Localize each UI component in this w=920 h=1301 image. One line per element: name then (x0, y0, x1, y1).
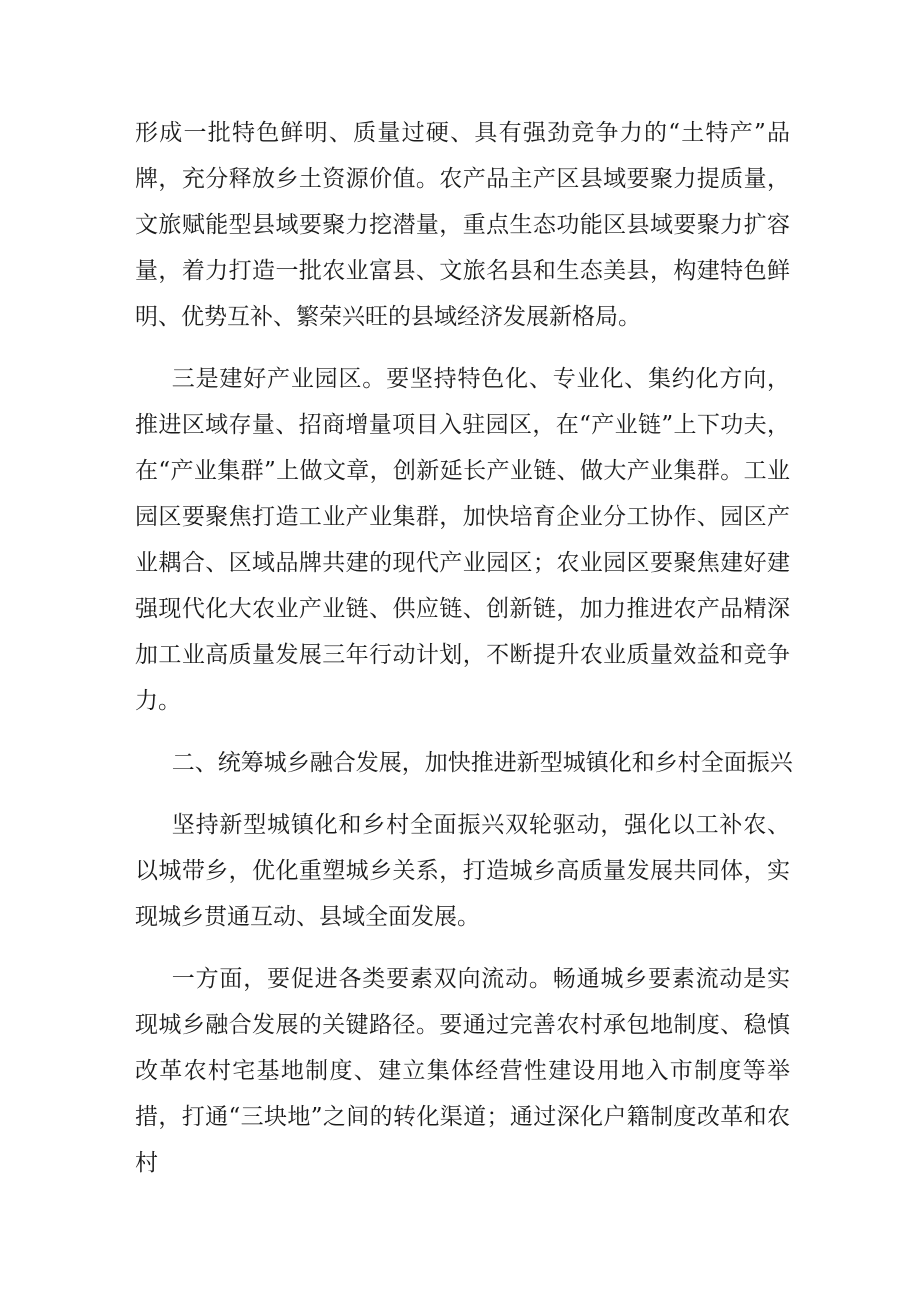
paragraph-dual-drive: 坚持新型城镇化和乡村全面振兴双轮驱动，强化以工补农、以城带乡，优化重塑城乡关系，打造城乡高质量发展共同体，实现城乡贯通互动、县域全面发展。 (135, 812, 790, 930)
paragraph-continuation: 形成一批特色鲜明、质量过硬、具有强劲竞争力的“土特产”品牌，充分释放乡土资源价值。农产品主产区县域要聚力提质量，文旅赋能型县域要聚力挖潜量，重点生态功能区县域要聚力扩容量，着力打造一批农业富县、文旅名县和生态美县，构建特色鲜明、优势互补、繁荣兴旺的县域经济发展新格局。 (135, 120, 790, 330)
section-heading-urban-rural: 二、统筹城乡融合发展，加快推进新型城镇化和乡村全面振兴 (171, 750, 793, 776)
paragraph-industrial-parks: 三是建好产业园区。要坚持特色化、专业化、集约化方向，推进区域存量、招商增量项目入驻园区，在“产业链”上下功夫，在“产业集群”上做文章，创新延长产业链、做大产业集群。工业园区要聚焦打造工业产业集群，加快培育企业分工协作、园区产业耦合、区域品牌共建的现代产业园区；农业园区要聚焦建好建强现代化大农业产业链、供应链、创新链，加力推进农产品精深加工业高质量发展三年行动计划，不断提升农业质量效益和竞争力。 (135, 366, 790, 714)
document-page (135, 110, 793, 1186)
paragraph-factor-flow: 一方面，要促进各类要素双向流动。畅通城乡要素流动是实现城乡融合发展的关键路径。要通过完善农村承包地制度、稳慎改革农村宅基地制度、建立集体经营性建设用地入市制度等举措，打通“三块地”之间的转化渠道；通过深化户籍制度改革和农村 (135, 966, 790, 1176)
